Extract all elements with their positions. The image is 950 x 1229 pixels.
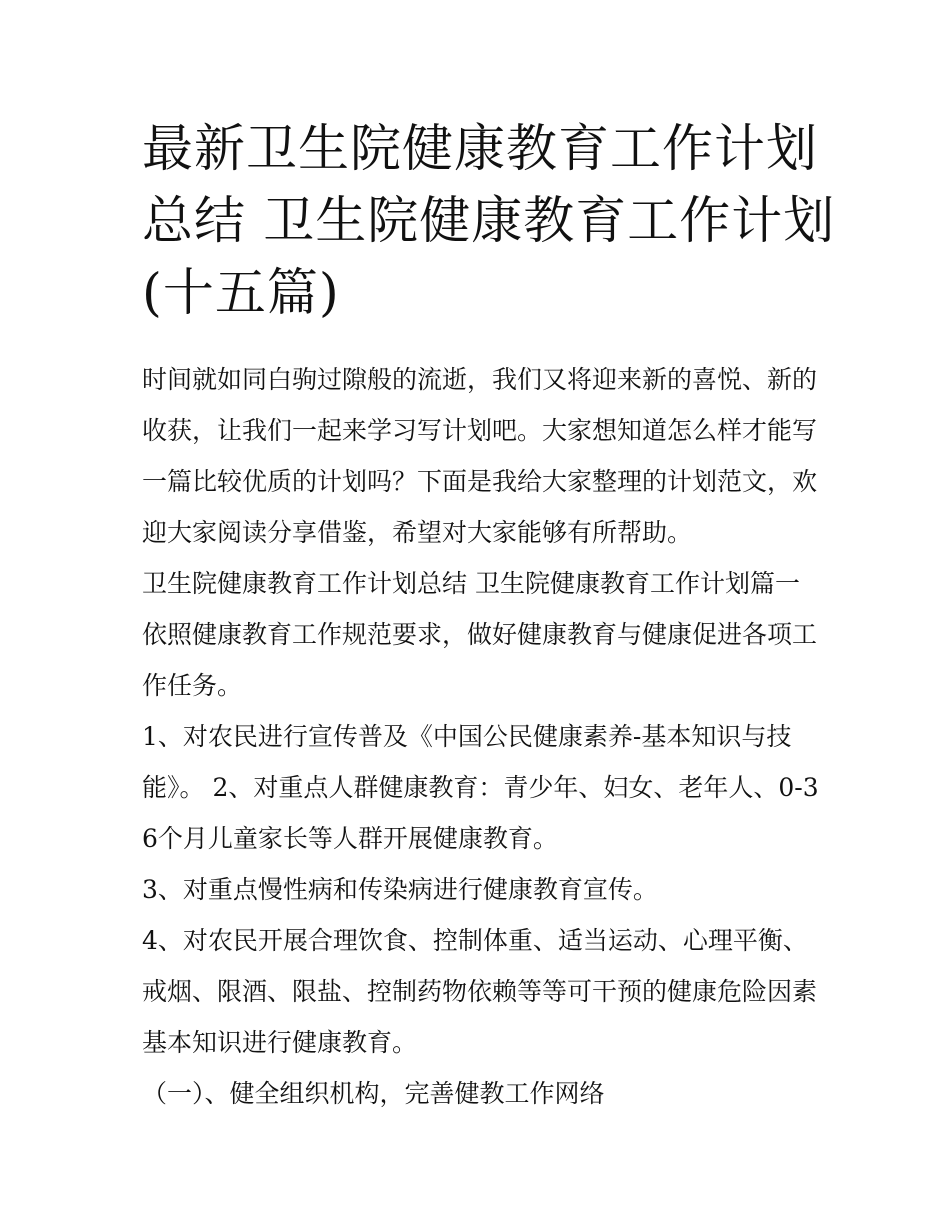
document-page: [142, 114, 836, 1119]
list-item-3: 3、对重点慢性病和传染病进行健康教育宣传。: [142, 875, 658, 904]
document-body: [142, 354, 822, 1119]
section-heading: 卫生院健康教育工作计划总结 卫生院健康教育工作计划篇一: [142, 569, 800, 598]
document-title: [142, 114, 836, 330]
subsection-heading: （一）、健全组织机构，完善健教工作网络: [142, 1079, 605, 1108]
body-paragraph: 依照健康教育工作规范要求，做好健康教育与健康促进各项工作任务。: [142, 620, 818, 700]
list-item-1-2: 1、对农民进行宣传普及《中国公民健康素养-基本知识与技能》。 2、对重点人群健康教育：青少年、妇女、老年人、0-36个月儿童家长等人群开展健康教育。: [142, 722, 819, 853]
title-line-1: 最新卫生院健康教育工作计划: [142, 120, 819, 179]
intro-paragraph: 时间就如同白驹过隙般的流逝，我们又将迎来新的喜悦、新的收获，让我们一起来学习写计划吧。大家想知道怎么样才能写一篇比较优质的计划吗？下面是我给大家整理的计划范文，欢迎大家阅读分享借鉴，希望对大家能够有所帮助。: [142, 365, 818, 547]
title-line-2: 总结 卫生院健康教育工作计划: [142, 192, 836, 251]
list-item-4: 4、对农民开展合理饮食、控制体重、适当运动、心理平衡、戒烟、限酒、限盐、控制药物依赖等等可干预的健康危险因素基本知识进行健康教育。: [142, 926, 818, 1057]
title-line-3: (十五篇): [142, 264, 340, 323]
